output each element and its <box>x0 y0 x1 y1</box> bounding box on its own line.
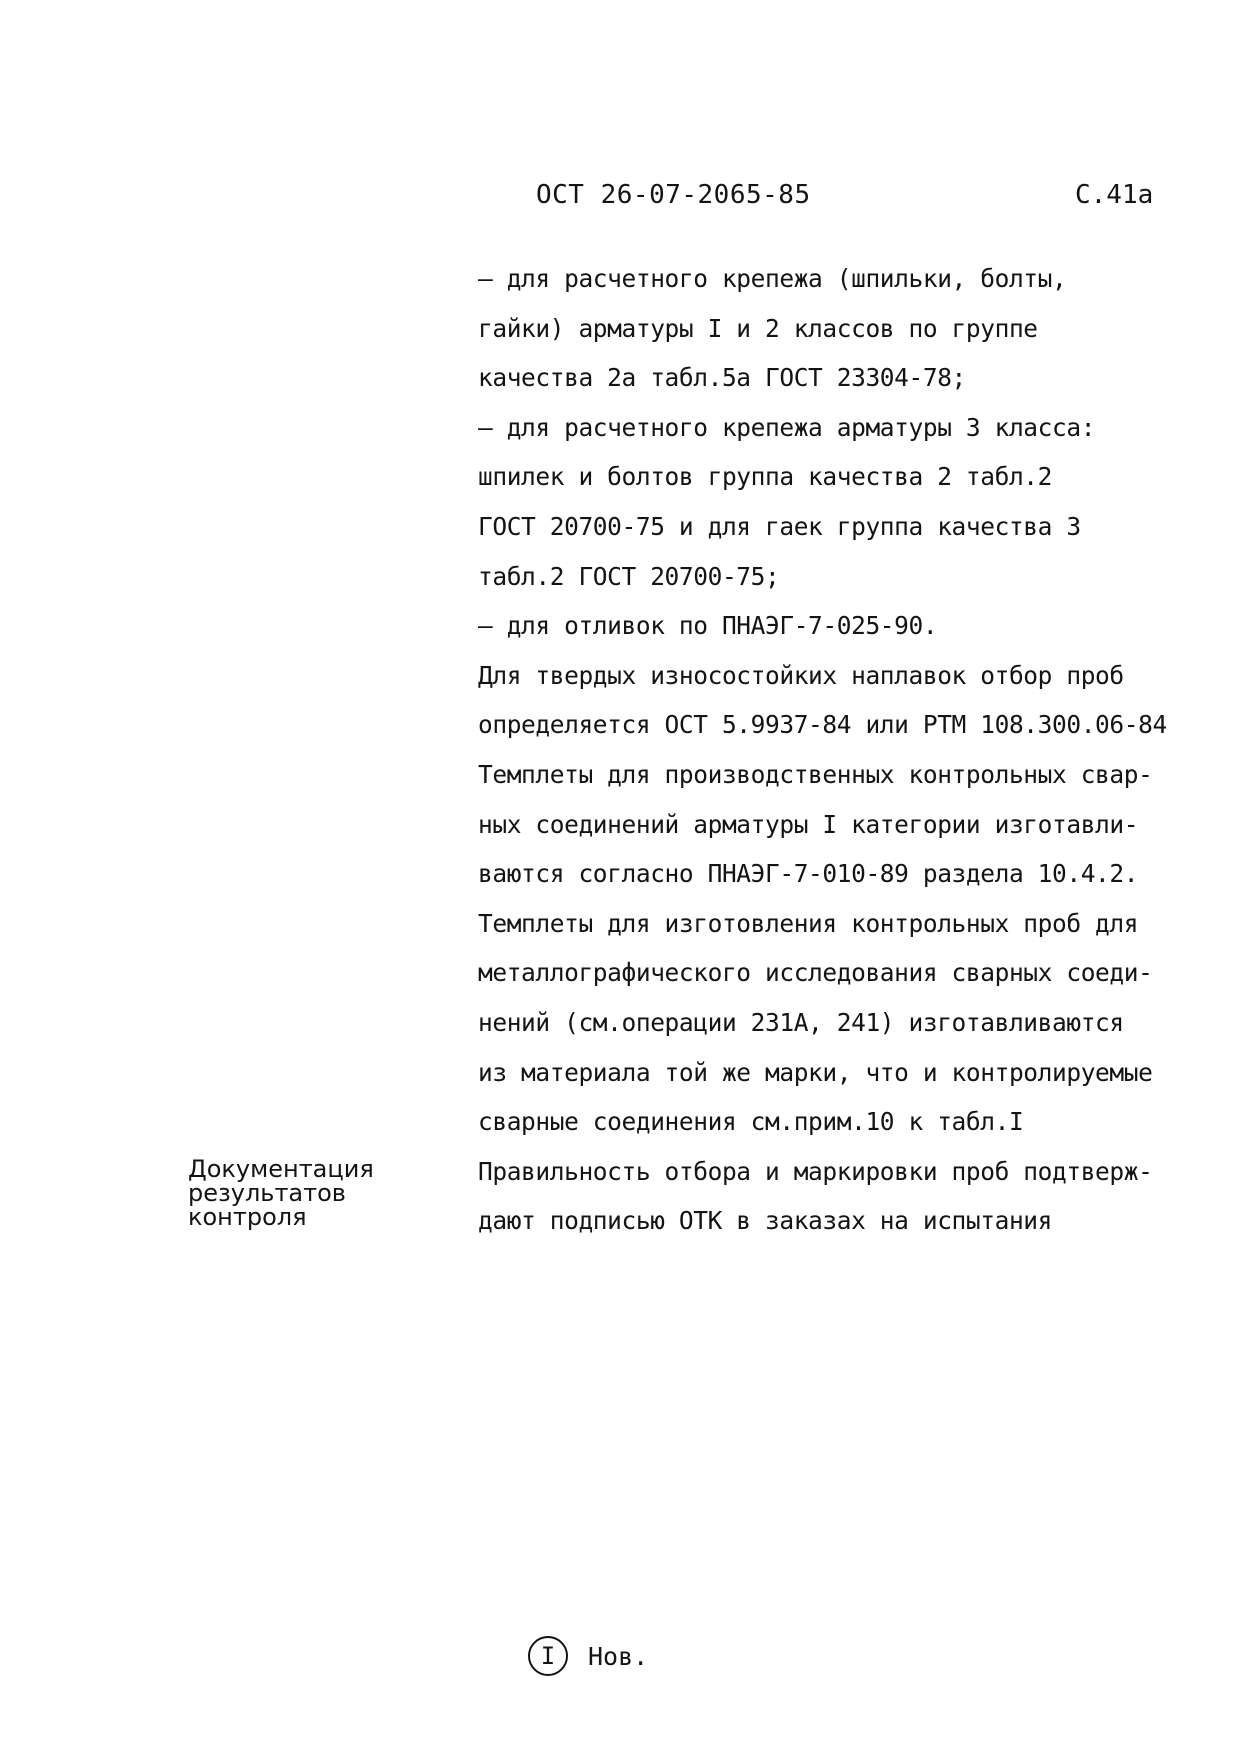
text-line: ваются согласно ПНАЭГ-7-010-89 раздела 10.4.2. <box>478 859 1139 889</box>
page-number: С.41а <box>1075 180 1154 210</box>
text-line: дают подписью ОТК в заказах на испытания <box>478 1206 1053 1236</box>
text-line: гайки) арматуры I и 2 классов по группе <box>478 313 1038 343</box>
text-line: сварные соединения см.прим.10 к табл.I <box>478 1107 1024 1137</box>
change-number-badge: I <box>528 1636 568 1676</box>
body-text <box>478 254 1167 1246</box>
text-line: качества 2а табл.5а ГОСТ 23304-78; <box>478 363 966 393</box>
text-line: из материала той же марки, что и контролируемые <box>478 1057 1153 1087</box>
change-note: Нов. <box>588 1641 649 1671</box>
text-line: шпилек и болтов группа качества 2 табл.2 <box>478 462 1053 492</box>
text-line: Для твердых износостойких наплавок отбор проб <box>478 660 1124 690</box>
text-line: Темплеты для производственных контрольных свар- <box>478 759 1153 789</box>
text-line: табл.2 ГОСТ 20700-75; <box>478 561 780 591</box>
text-line: определяется ОСТ 5.9937-84 или РТМ 108.300.06-84 <box>478 710 1167 740</box>
text-line: Темплеты для изготовления контрольных проб для <box>478 908 1139 938</box>
text-line: – для отливок по ПНАЭГ-7-025-90. <box>478 611 938 641</box>
text-line: – для расчетного крепежа (шпильки, болты, <box>478 264 1067 293</box>
section-label-line: Документация <box>188 1155 374 1183</box>
section-label <box>188 1157 374 1229</box>
text-line: металлографического исследования сварных соеди- <box>478 958 1153 988</box>
text-line: – для расчетного крепежа арматуры 3 класса: <box>478 412 1096 442</box>
section-label-line: контроля <box>188 1203 307 1231</box>
change-footer <box>528 1636 648 1676</box>
text-line: Правильность отбора и маркировки проб подтверж- <box>478 1156 1153 1186</box>
text-line: нений (см.операции 231А, 241) изготавливаются <box>478 1007 1124 1037</box>
text-line: ных соединений арматуры I категории изготавли- <box>478 809 1139 839</box>
text-line: ГОСТ 20700-75 и для гаек группа качества 3 <box>478 511 1081 541</box>
standard-number: ОСТ 26-07-2065-85 <box>536 180 811 210</box>
section-label-line: результатов <box>188 1179 346 1207</box>
